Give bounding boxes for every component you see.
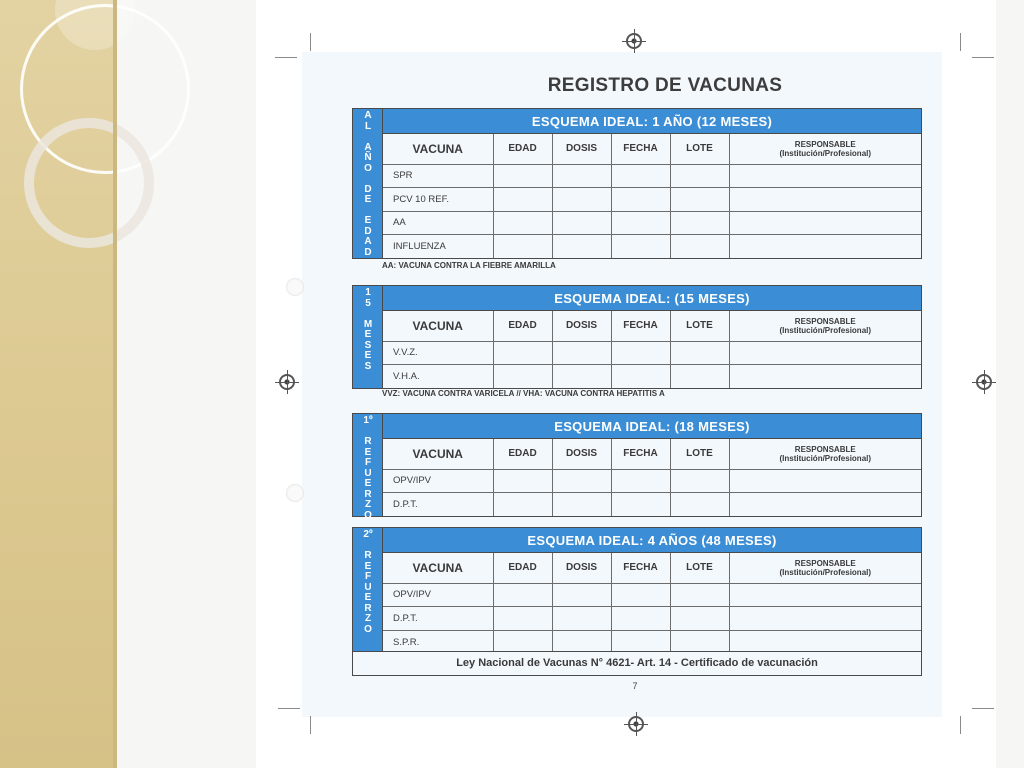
responsable-cell[interactable] [729,469,921,493]
fecha-cell[interactable] [611,493,670,517]
edad-cell[interactable] [493,493,552,517]
fecha-cell[interactable] [611,365,670,389]
vaccine-table [383,134,921,258]
vaccine-table [383,553,921,654]
registration-mark-icon [279,374,295,390]
table-row [383,235,921,259]
vaccine-name: OPV/IPV [383,583,493,607]
responsable-cell[interactable] [729,630,921,654]
section-side-label [353,286,383,388]
vaccine-name: OPV/IPV [383,469,493,493]
column-header-lote: LOTE [670,134,729,164]
registration-mark-icon [976,374,992,390]
responsable-label: RESPONSABLE [794,139,856,149]
section-side-label [353,414,383,521]
column-header-lote: LOTE [670,439,729,469]
column-header-vacuna: VACUNA [383,134,493,164]
section-header: ESQUEMA IDEAL: (18 MESES) [383,414,921,439]
lote-cell[interactable] [670,607,729,631]
section-note: AA: VACUNA CONTRA LA FIEBRE AMARILLA [382,261,556,270]
punch-hole [286,278,304,296]
table-row [383,211,921,235]
column-header-fecha: FECHA [611,553,670,583]
responsable-cell[interactable] [729,365,921,389]
column-header-fecha: FECHA [611,311,670,341]
dosis-cell[interactable] [552,469,611,493]
page-title: REGISTRO DE VACUNAS [547,75,783,96]
vaccine-name: SPR [383,164,493,188]
responsable-label: RESPONSABLE [794,558,856,568]
vaccine-table [383,311,921,388]
table-row [383,164,921,188]
table-row [383,493,921,517]
responsable-cell[interactable] [729,235,921,259]
column-header-edad: EDAD [493,134,552,164]
fecha-cell[interactable] [611,469,670,493]
table-header-row [383,134,921,164]
schedule-section-12-months [352,108,922,259]
responsable-cell[interactable] [729,188,921,212]
side-label-text: 1 5 M E S E S [363,287,373,372]
vaccine-name: V.H.A. [383,365,493,389]
responsable-cell[interactable] [729,341,921,365]
responsable-cell[interactable] [729,164,921,188]
responsable-sublabel: (Institución/Profesional) [779,148,872,158]
crop-mark [275,57,297,58]
fecha-cell[interactable] [611,211,670,235]
side-label-text: 2º R E F U E R Z O [363,529,373,635]
responsable-label: RESPONSABLE [794,444,856,454]
law-footer: Ley Nacional de Vacunas N° 4621- Art. 14 - Certificado de vacunación [352,651,922,676]
section-side-label [353,109,383,258]
side-label-text: A L A Ñ O D E E D A D [364,110,372,258]
slide-panel-divider [113,0,117,768]
responsable-cell[interactable] [729,211,921,235]
responsable-sublabel: (Institución/Profesional) [779,453,872,463]
crop-mark [278,708,300,709]
edad-cell[interactable] [493,341,552,365]
table-header-row [383,311,921,341]
slide-left-panel [0,0,115,768]
dosis-cell[interactable] [552,607,611,631]
column-header-responsable [729,439,921,469]
dosis-cell[interactable] [552,583,611,607]
responsable-sublabel: (Institución/Profesional) [779,325,872,335]
dosis-cell[interactable] [552,365,611,389]
registration-mark-icon [626,33,642,49]
vaccine-name: V.V.Z. [383,341,493,365]
dosis-cell[interactable] [552,211,611,235]
edad-cell[interactable] [493,630,552,654]
crop-mark [310,716,311,734]
table-header-row [383,439,921,469]
schedule-section-48-months [352,527,922,655]
vaccine-name: INFLUENZA [383,235,493,259]
dosis-cell[interactable] [552,341,611,365]
responsable-cell[interactable] [729,607,921,631]
column-header-lote: LOTE [670,311,729,341]
table-header-row [383,553,921,583]
dosis-cell[interactable] [552,630,611,654]
fecha-cell[interactable] [611,341,670,365]
edad-cell[interactable] [493,235,552,259]
edad-cell[interactable] [493,365,552,389]
column-header-edad: EDAD [493,439,552,469]
fecha-cell[interactable] [611,607,670,631]
crop-mark [960,33,961,51]
column-header-vacuna: VACUNA [383,553,493,583]
dosis-cell[interactable] [552,493,611,517]
vaccine-name: D.P.T. [383,607,493,631]
schedule-section-18-months [352,413,922,521]
page-number: 7 [632,681,638,691]
fecha-cell[interactable] [611,164,670,188]
lote-cell[interactable] [670,164,729,188]
crop-mark [972,708,994,709]
responsable-sublabel: (Institución/Profesional) [779,567,872,577]
column-header-vacuna: VACUNA [383,439,493,469]
column-header-responsable [729,311,921,341]
lote-cell[interactable] [670,341,729,365]
section-header: ESQUEMA IDEAL: 4 AÑOS (48 MESES) [383,528,921,553]
table-row [383,469,921,493]
vaccine-table [383,439,921,516]
lote-cell[interactable] [670,493,729,517]
section-header: ESQUEMA IDEAL: 1 AÑO (12 MESES) [383,109,921,134]
column-header-fecha: FECHA [611,439,670,469]
fecha-cell[interactable] [611,630,670,654]
table-row [383,188,921,212]
table-row [383,365,921,389]
lote-cell[interactable] [670,365,729,389]
vaccine-name: AA [383,211,493,235]
lote-cell[interactable] [670,188,729,212]
lote-cell[interactable] [670,469,729,493]
edad-cell[interactable] [493,164,552,188]
vaccine-name: S.P.R. [383,630,493,654]
vaccine-name: PCV 10 REF. [383,188,493,212]
responsable-label: RESPONSABLE [794,316,856,326]
lote-cell[interactable] [670,583,729,607]
fecha-cell[interactable] [611,583,670,607]
registration-mark-icon [628,716,644,732]
edad-cell[interactable] [493,211,552,235]
crop-mark [960,716,961,734]
section-side-label [353,528,383,654]
column-header-responsable [729,553,921,583]
column-header-lote: LOTE [670,553,729,583]
column-header-fecha: FECHA [611,134,670,164]
schedule-section-15-months [352,285,922,389]
dosis-cell[interactable] [552,164,611,188]
lote-cell[interactable] [670,235,729,259]
punch-hole [286,484,304,502]
edad-cell[interactable] [493,188,552,212]
column-header-edad: EDAD [493,553,552,583]
dosis-cell[interactable] [552,188,611,212]
table-row [383,583,921,607]
crop-mark [972,57,994,58]
column-header-dosis: DOSIS [552,553,611,583]
crop-mark [310,33,311,51]
column-header-responsable [729,134,921,164]
edad-cell[interactable] [493,469,552,493]
edad-cell[interactable] [493,607,552,631]
column-header-dosis: DOSIS [552,311,611,341]
edad-cell[interactable] [493,583,552,607]
decorative-ring-small [24,118,154,248]
section-header: ESQUEMA IDEAL: (15 MESES) [383,286,921,311]
responsable-cell[interactable] [729,493,921,517]
fecha-cell[interactable] [611,188,670,212]
dosis-cell[interactable] [552,235,611,259]
lote-cell[interactable] [670,630,729,654]
lote-cell[interactable] [670,211,729,235]
table-row [383,630,921,654]
column-header-dosis: DOSIS [552,134,611,164]
column-header-edad: EDAD [493,311,552,341]
column-header-vacuna: VACUNA [383,311,493,341]
responsable-cell[interactable] [729,583,921,607]
column-header-dosis: DOSIS [552,439,611,469]
table-row [383,607,921,631]
section-note: VVZ: VACUNA CONTRA VARICELA // VHA: VACUNA CONTRA HEPATITIS A [382,389,665,398]
vaccine-name: D.P.T. [383,493,493,517]
fecha-cell[interactable] [611,235,670,259]
side-label-text: 1º R E F U E R Z O [363,415,373,521]
table-row [383,341,921,365]
